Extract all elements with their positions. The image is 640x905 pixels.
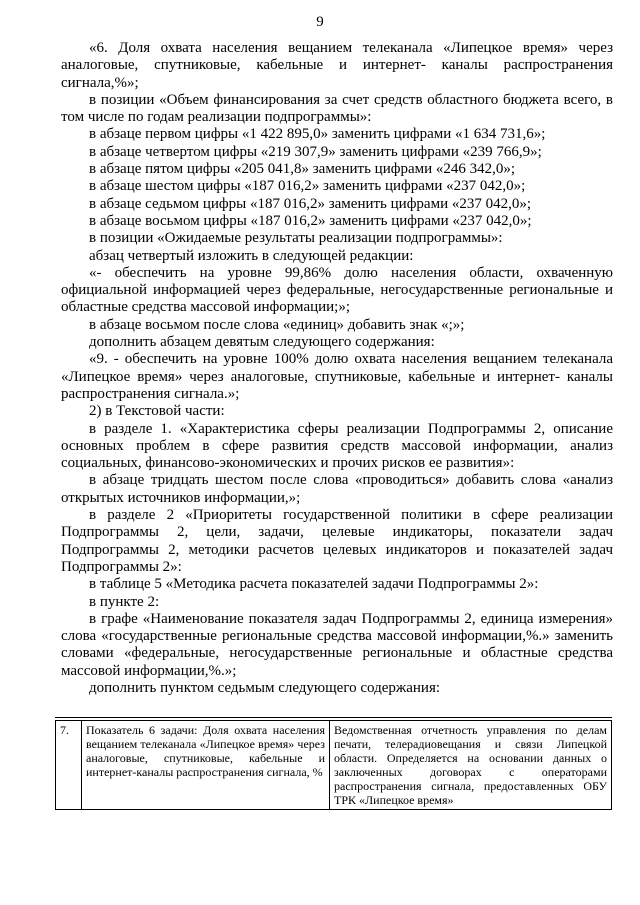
paragraph: «- обеспечить на уровне 99,86% долю населения области, охваченную официальной информацией через федеральные, негосударственные региональные и областные средства массовой информации;»; <box>61 264 613 316</box>
table-row <box>56 721 612 810</box>
page-number: 9 <box>316 14 324 30</box>
table-top-rule <box>55 717 612 718</box>
document-body <box>61 40 613 697</box>
paragraph: в пункте 2: <box>89 593 160 610</box>
paragraph: в абзаце четвертом цифры «219 307,9» заменить цифрами «239 766,9»; <box>89 143 542 160</box>
paragraph: в абзаце восьмом после слова «единиц» добавить знак «;»; <box>89 316 465 333</box>
paragraph: «9. - обеспечить на уровне 100% долю охвата населения вещанием телеканала «Липецкое время» через аналоговые, спутниковые, кабельные и интернет- каналы распространения сигнала.»; <box>61 351 613 402</box>
paragraph: в графе «Наименование показателя задач Подпрограммы 2, единица измерения» слова «государственные региональные средства массовой информации,%.» заменить словами «федеральные, негосударственные региональные и областные средства массовой информации,%.»; <box>61 610 613 679</box>
table-cell-description: Показатель 6 задачи: Доля охвата населения вещанием телеканала «Липецкое время» через аналоговые, спутниковые, кабельные и интернет-каналы распространения сигнала, % <box>82 721 330 810</box>
paragraph: абзац четвертый изложить в следующей редакции: <box>89 247 414 264</box>
paragraph: в разделе 2 «Приоритеты государственной политики в сфере реализации Подпрограммы 2, цели, задачи, целевые индикаторы, показатели задач Подпрограммы 2, методики расчетов целевых индикаторов и показателей задач Подпрограммы 2»: <box>61 507 613 575</box>
paragraph: в абзаце тридцать шестом после слова «проводиться» добавить слова «анализ открытых источников информации,»; <box>61 472 613 506</box>
paragraph: в абзаце седьмом цифры «187 016,2» заменить цифрами «237 042,0»; <box>89 195 532 212</box>
paragraph: в абзаце пятом цифры «205 041,8» заменить цифрами «246 342,0»; <box>89 161 516 178</box>
paragraph: 2) в Текстовой части: <box>89 403 225 420</box>
paragraph: в разделе 1. «Характеристика сферы реализации Подпрограммы 2, описание основных проблем в сфере развития средств массовой информации, анализ социальных, финансово-экономических и прочих рисков ее развития»: <box>61 420 613 472</box>
paragraph: дополнить пунктом седьмым следующего содержания: <box>89 679 441 696</box>
table-cell-number: 7. <box>56 721 82 810</box>
paragraph: в абзаце восьмом цифры «187 016,2» заменить цифрами «237 042,0»; <box>89 212 532 229</box>
paragraph: в позиции «Ожидаемые результаты реализации подпрограммы»: <box>89 230 503 247</box>
paragraph: в абзаце шестом цифры «187 016,2» заменить цифрами «237 042,0»; <box>89 178 526 195</box>
paragraph: дополнить абзацем девятым следующего содержания: <box>89 334 435 351</box>
amendment-table <box>55 720 612 810</box>
paragraph: «6. Доля охвата населения вещанием телеканала «Липецкое время» через аналоговые, спутниковые, кабельные и интернет- каналы распространения сигнала,%»; <box>61 40 613 91</box>
paragraph: в позиции «Объем финансирования за счет средств областного бюджета всего, в том числе по годам реализации подпрограммы»: <box>61 91 613 126</box>
paragraph: в таблице 5 «Методика расчета показателей задачи Подпрограммы 2»: <box>89 576 539 593</box>
table-cell-source: Ведомственная отчетность управления по делам печати, телерадиовещания и связи Липецкой области. Определяется на основании данных о заключенных договорах с операторами распространения сигнала, предоставленных ОБУ ТРК «Липецкое время» <box>330 721 612 810</box>
paragraph: в абзаце первом цифры «1 422 895,0» заменить цифрами «1 634 731,6»; <box>89 126 546 143</box>
